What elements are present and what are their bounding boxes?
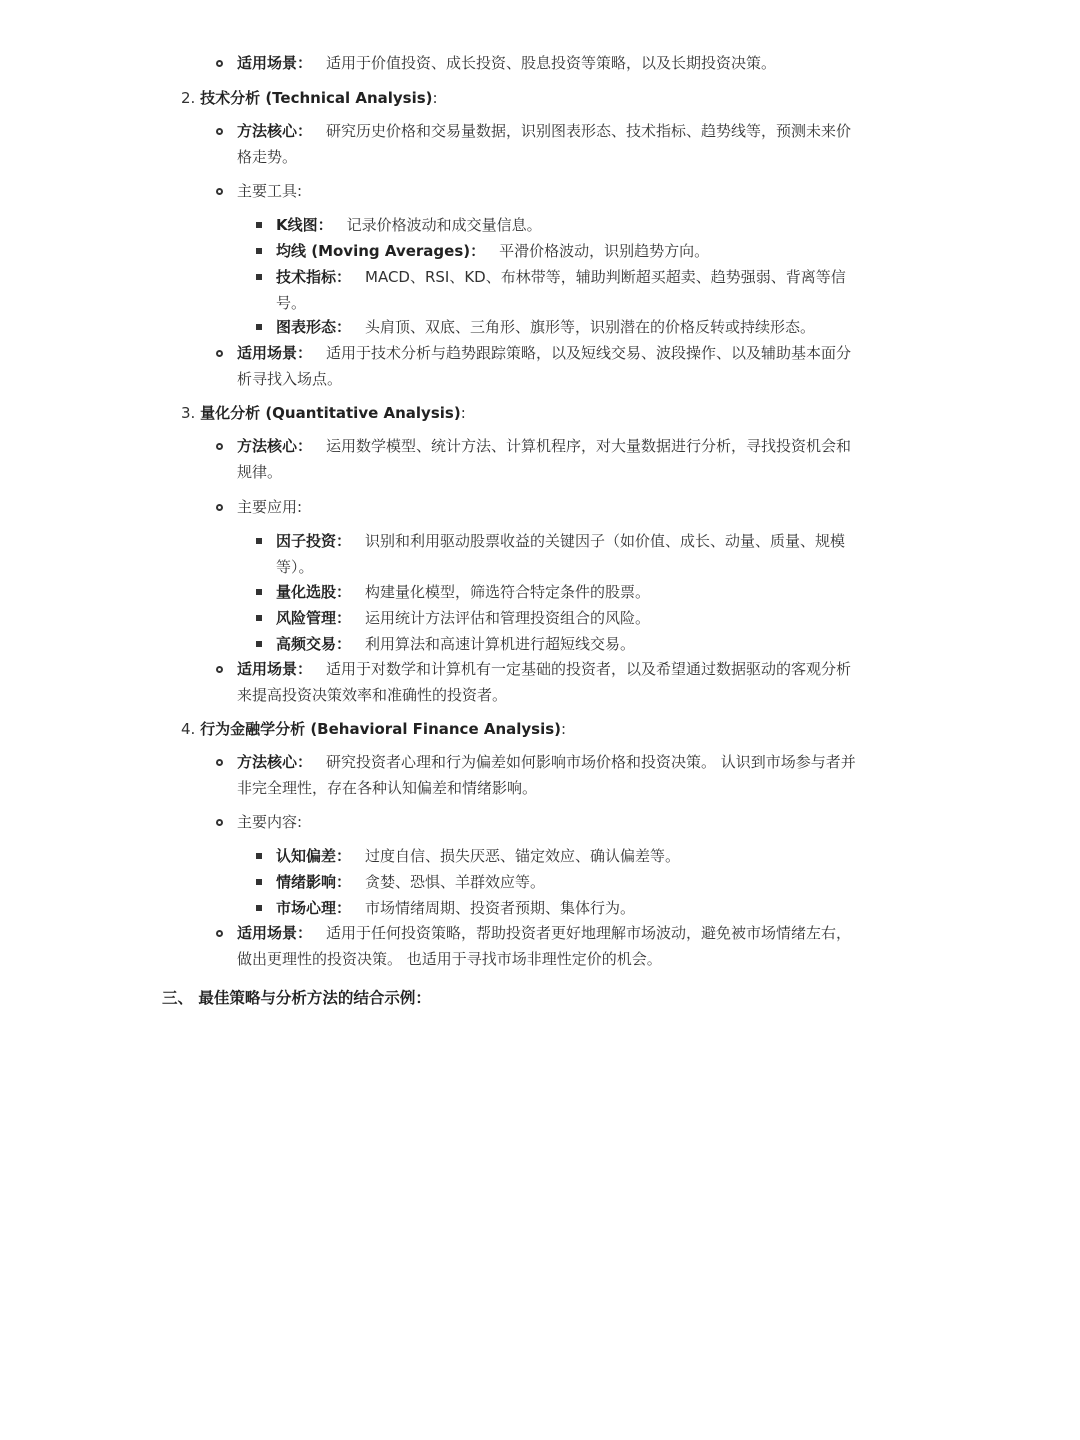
list-item: 适用场景： 适用于价值投资、成长投资、股息投资等策略，以及长期投资决策。: [237, 54, 777, 72]
list-item-continuation: 来提高投资决策效率和准确性的投资者。: [237, 686, 508, 704]
sub-list-item: 风险管理： 运用统计方法评估和管理投资组合的风险。: [276, 609, 651, 627]
square-bullet-icon: [256, 853, 262, 859]
list-item: 主要应用:: [237, 498, 303, 516]
section-heading: 2. 技术分析 (Technical Analysis):: [181, 89, 438, 107]
square-bullet-icon: [256, 879, 262, 885]
square-bullet-icon: [256, 538, 262, 544]
sub-list-item-continuation: 号。: [276, 294, 307, 312]
circle-bullet-icon: [216, 350, 223, 357]
square-bullet-icon: [256, 615, 262, 621]
square-bullet-icon: [256, 222, 262, 228]
square-bullet-icon: [256, 641, 262, 647]
list-item: 适用场景： 适用于任何投资策略，帮助投资者更好地理解市场波动，避免被市场情绪左右，: [237, 924, 852, 942]
circle-bullet-icon: [216, 819, 223, 826]
square-bullet-icon: [256, 589, 262, 595]
square-bullet-icon: [256, 248, 262, 254]
section-heading-3: 三、 最佳策略与分析方法的结合示例：: [162, 989, 431, 1007]
sub-list-item: K线图： 记录价格波动和成交量信息。: [276, 216, 542, 234]
circle-bullet-icon: [216, 188, 223, 195]
sub-list-item: 因子投资： 识别和利用驱动股票收益的关键因子（如价值、成长、动量、质量、规模: [276, 532, 846, 550]
sub-list-item: 均线 (Moving Averages)： 平滑价格波动，识别趋势方向。: [276, 242, 710, 260]
list-item: 主要工具:: [237, 182, 303, 200]
square-bullet-icon: [256, 324, 262, 330]
circle-bullet-icon: [216, 666, 223, 673]
square-bullet-icon: [256, 274, 262, 280]
sub-list-item: 量化选股： 构建量化模型，筛选符合特定条件的股票。: [276, 583, 651, 601]
list-item: 方法核心： 研究投资者心理和行为偏差如何影响市场价格和投资决策。 认识到市场参与者并: [237, 753, 856, 771]
sub-list-item: 情绪影响： 贪婪、恐惧、羊群效应等。: [276, 873, 546, 891]
circle-bullet-icon: [216, 60, 223, 67]
list-item-continuation: 非完全理性，存在各种认知偏差和情绪影响。: [237, 779, 538, 797]
list-item: 方法核心： 研究历史价格和交易量数据，识别图表形态、技术指标、趋势线等，预测未来价: [237, 122, 852, 140]
square-bullet-icon: [256, 905, 262, 911]
sub-list-item: 图表形态： 头肩顶、双底、三角形、旗形等，识别潜在的价格反转或持续形态。: [276, 318, 816, 336]
list-item: 适用场景： 适用于对数学和计算机有一定基础的投资者，以及希望通过数据驱动的客观分析: [237, 660, 852, 678]
list-item-continuation: 格走势。: [237, 148, 298, 166]
sub-list-item: 市场心理： 市场情绪周期、投资者预期、集体行为。: [276, 899, 636, 917]
section-heading: 3. 量化分析 (Quantitative Analysis):: [181, 404, 466, 422]
list-item: 主要内容:: [237, 813, 303, 831]
circle-bullet-icon: [216, 759, 223, 766]
sub-list-item-continuation: 等）。: [276, 558, 314, 576]
sub-list-item: 技术指标： MACD、RSI、KD、布林带等，辅助判断超买超卖、趋势强弱、背离等信: [276, 268, 846, 286]
sub-list-item: 认知偏差： 过度自信、损失厌恶、锚定效应、确认偏差等。: [276, 847, 681, 865]
sub-list-item: 高频交易： 利用算法和高速计算机进行超短线交易。: [276, 635, 636, 653]
list-item-continuation: 规律。: [237, 463, 283, 481]
section-heading: 4. 行为金融学分析 (Behavioral Finance Analysis):: [181, 720, 567, 738]
list-item: 适用场景： 适用于技术分析与趋势跟踪策略，以及短线交易、波段操作、以及辅助基本面分: [237, 344, 852, 362]
circle-bullet-icon: [216, 443, 223, 450]
circle-bullet-icon: [216, 128, 223, 135]
list-item-continuation: 析寻找入场点。: [237, 370, 343, 388]
list-item: 方法核心： 运用数学模型、统计方法、计算机程序，对大量数据进行分析，寻找投资机会和: [237, 437, 852, 455]
circle-bullet-icon: [216, 930, 223, 937]
circle-bullet-icon: [216, 504, 223, 511]
list-item-continuation: 做出更理性的投资决策。 也适用于寻找市场非理性定价的机会。: [237, 950, 662, 968]
